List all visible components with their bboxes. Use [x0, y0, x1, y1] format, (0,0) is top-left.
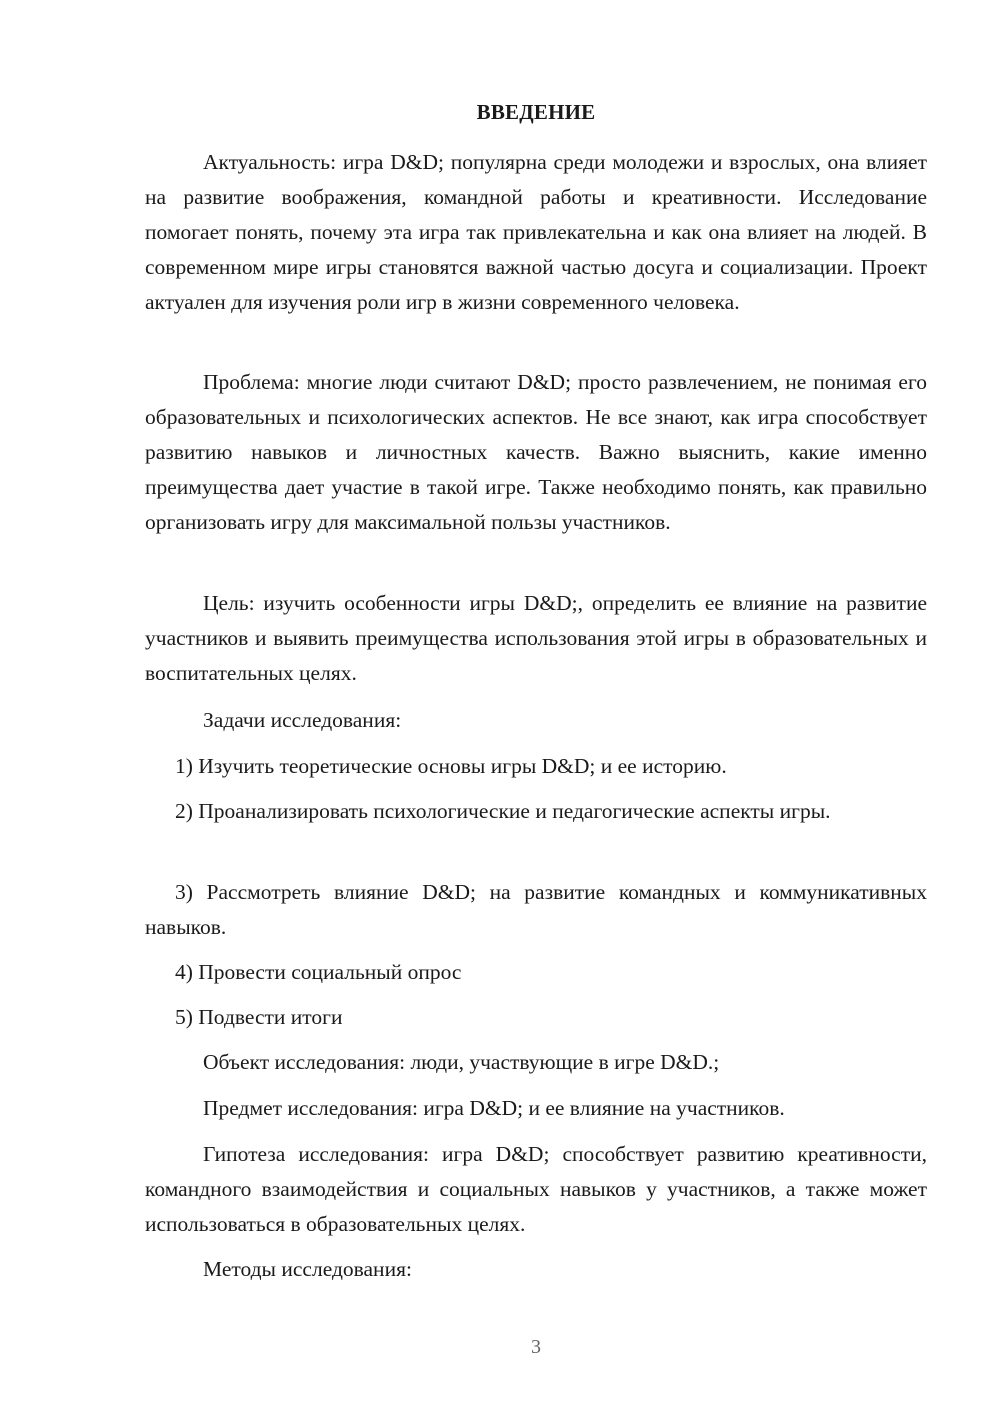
- goal-paragraph: Цель: изучить особенности игры D&D;, определить ее влияние на развитие участников и выявить преимущества использования этой игры в образовательных и воспитательных целях.: [145, 591, 927, 685]
- page-number: 3: [531, 1336, 541, 1358]
- task-item-1: 1) Изучить теоретические основы игры D&D; и ее историю.: [175, 754, 727, 778]
- research-methods: Методы исследования:: [203, 1257, 412, 1281]
- task-item-3: 3) Рассмотреть влияние D&D; на развитие командных и коммуникативных навыков.: [145, 880, 927, 939]
- section-title: ВВЕДЕНИЕ: [476, 100, 596, 124]
- relevance-paragraph: Актуальность: игра D&D; популярна среди молодежи и взрослых, она влияет на развитие воображения, командной работы и креативности. Исследование помогает понять, почему эта игра так привлекательна и как она влияет на людей. В современном мире игры становятся важной частью досуга и социализации. Проект актуален для изучения роли игр в жизни современного человека.: [145, 150, 927, 314]
- tasks-heading: Задачи исследования:: [203, 708, 402, 732]
- problem-paragraph: Проблема: многие люди считают D&D; просто развлечением, не понимая его образовательных и психологических аспектов. Не все знают, как игра способствует развитию навыков и личностных качеств. Важно выяснить, какие именно преимущества дает участие в такой игре. Также необходимо понять, как правильно организовать игру для максимальной пользы участников.: [145, 370, 927, 534]
- research-hypothesis: Гипотеза исследования: игра D&D; способствует развитию креативности, командного взаимодействия и социальных навыков у участников, а также может использоваться в образовательных целях.: [145, 1142, 927, 1236]
- task-item-5: 5) Подвести итоги: [175, 1005, 343, 1029]
- task-item-2: 2) Проанализировать психологические и педагогические аспекты игры.: [175, 799, 831, 823]
- research-object: Объект исследования: люди, участвующие в игре D&D.;: [203, 1050, 720, 1074]
- research-subject: Предмет исследования: игра D&D; и ее влияние на участников.: [203, 1096, 785, 1120]
- task-item-4: 4) Провести социальный опрос: [175, 960, 462, 984]
